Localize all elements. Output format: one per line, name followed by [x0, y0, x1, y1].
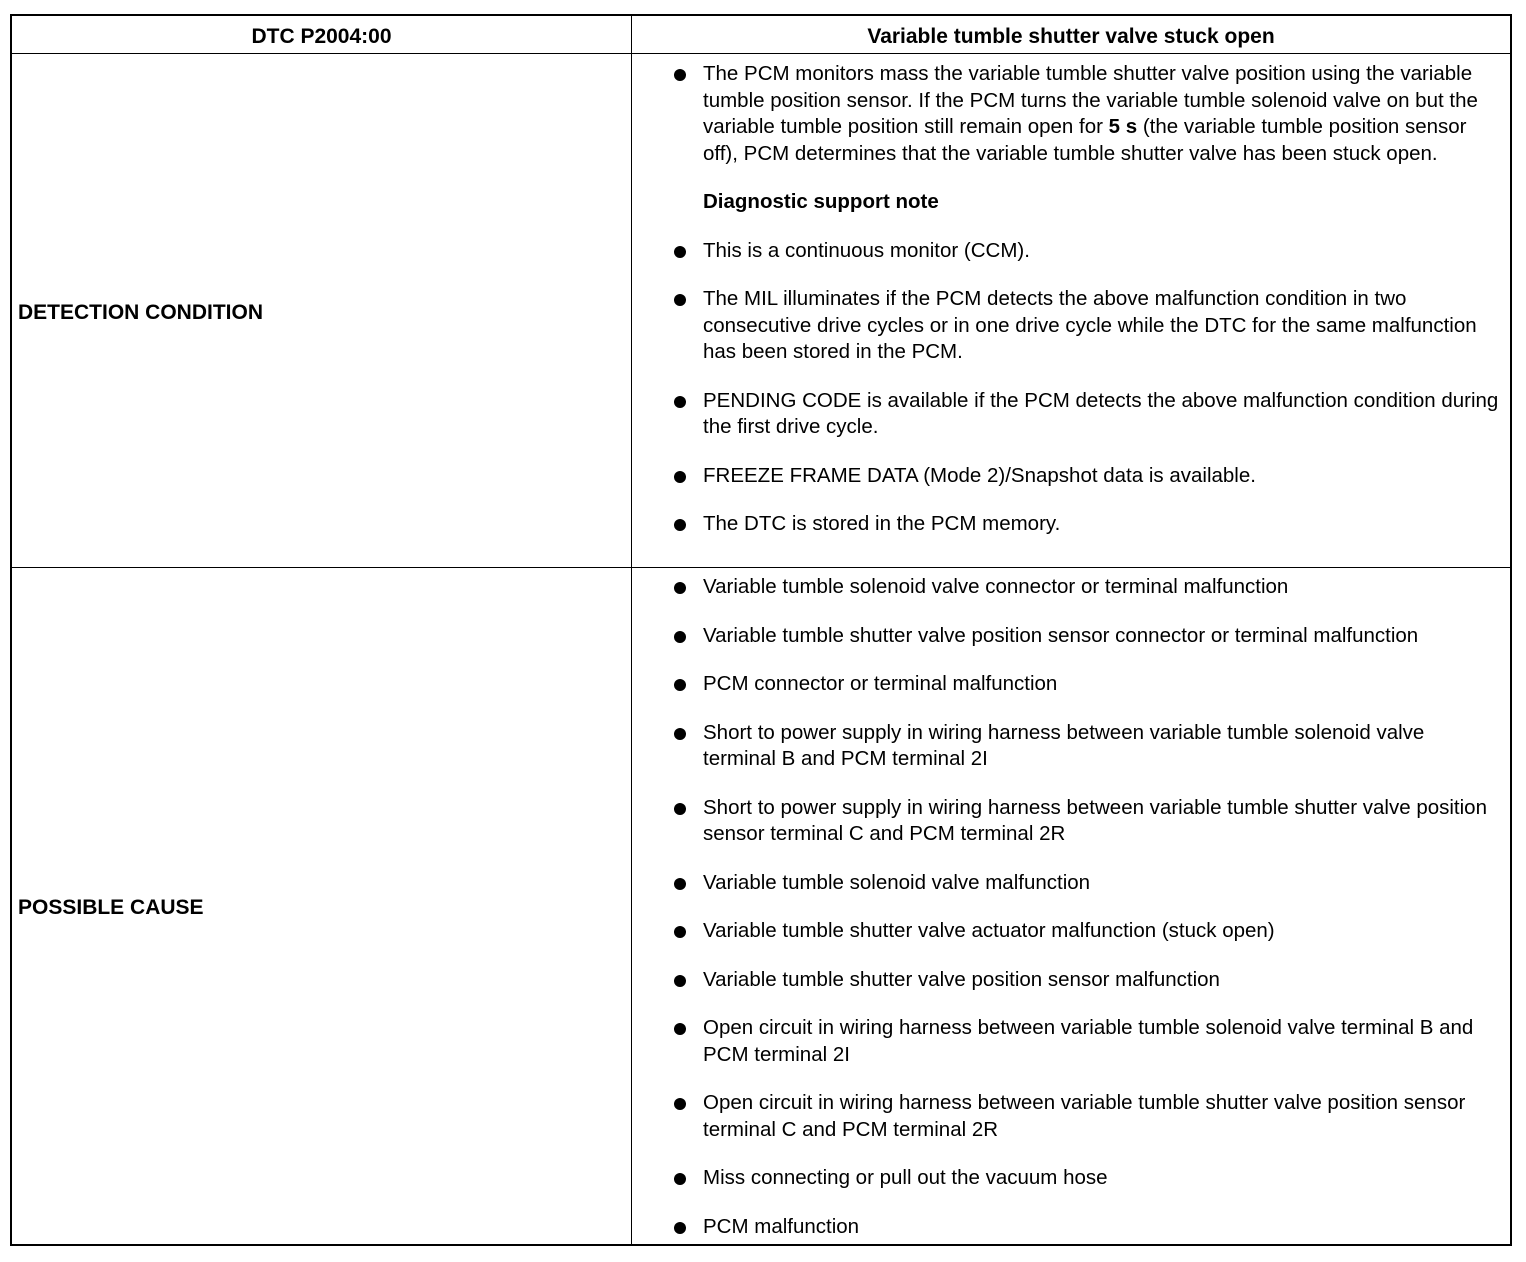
list-item: Miss connecting or pull out the vacuum hose: [632, 1165, 1502, 1192]
diagnostic-support-note-heading: Diagnostic support note: [703, 190, 939, 213]
dtc-code-header: DTC P2004:00: [251, 25, 392, 48]
list-item: Open circuit in wiring harness between variable tumble shutter valve position sensor terminal C and PCM terminal 2R: [632, 1090, 1502, 1143]
list-item: The DTC is stored in the PCM memory.: [632, 511, 1502, 538]
list-item: PCM malfunction: [632, 1214, 1502, 1241]
detection-time-value: 5 s: [1108, 115, 1138, 138]
list-item: Short to power supply in wiring harness between variable tumble shutter valve position sensor terminal C and PCM terminal 2R: [632, 795, 1502, 848]
list-item: Open circuit in wiring harness between variable tumble solenoid valve terminal B and PCM terminal 2I: [632, 1015, 1502, 1068]
dtc-title-header: Variable tumble shutter valve stuck open: [867, 25, 1275, 48]
possible-cause-label: POSSIBLE CAUSE: [18, 896, 204, 919]
list-item: PCM connector or terminal malfunction: [632, 671, 1502, 698]
list-item: FREEZE FRAME DATA (Mode 2)/Snapshot data is available.: [632, 463, 1502, 490]
list-item: Variable tumble shutter valve actuator malfunction (stuck open): [632, 918, 1502, 945]
row-divider: [12, 567, 1510, 568]
header-divider: [12, 53, 1510, 54]
list-item: Variable tumble shutter valve position sensor malfunction: [632, 967, 1502, 994]
list-item: PENDING CODE is available if the PCM detects the above malfunction condition during the first drive cycle.: [632, 388, 1502, 441]
list-item: This is a continuous monitor (CCM).: [632, 238, 1502, 265]
detection-condition-cell: [632, 61, 1502, 560]
possible-cause-cell: [632, 574, 1502, 1262]
detection-text-before: The PCM monitors mass the variable tumble shutter valve position using the variable tumble position sensor. If the PCM turns the variable tumble solenoid valve on but the variable tumble position still remain open for: [703, 62, 1478, 138]
dtc-table: [10, 14, 1512, 1246]
detection-text-after: (the variable tumble position sensor off), PCM determines that the variable tumble shutter valve has been stuck open.: [703, 115, 1467, 165]
list-item: The MIL illuminates if the PCM detects the above malfunction condition in two consecutive drive cycles or in one drive cycle while the DTC for the same malfunction has been stored in the PCM.: [632, 286, 1502, 366]
detection-condition-label: DETECTION CONDITION: [18, 301, 263, 324]
list-item: Short to power supply in wiring harness between variable tumble solenoid valve terminal B and PCM terminal 2I: [632, 720, 1502, 773]
list-item: Variable tumble solenoid valve connector or terminal malfunction: [632, 574, 1502, 601]
list-item: Variable tumble solenoid valve malfunction: [632, 870, 1502, 897]
list-item: Variable tumble shutter valve position sensor connector or terminal malfunction: [632, 623, 1502, 650]
list-item: [632, 61, 1502, 167]
